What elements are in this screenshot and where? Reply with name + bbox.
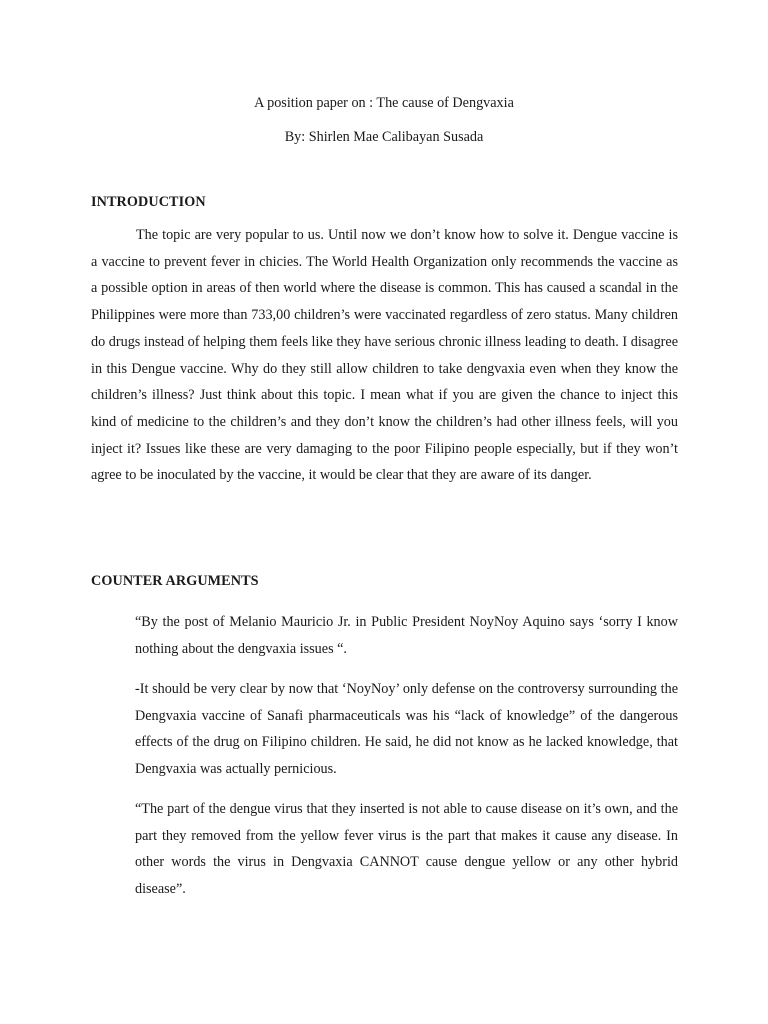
counter-argument-paragraph: “The part of the dengue virus that they inserted is not able to cause disease on it’s own, and the part they removed from the yellow fever virus is the part that makes it cause any disease. In other words the virus in Dengvaxia CANNOT cause dengue yellow or any other hybrid disease”. [135, 801, 678, 898]
counter-argument-paragraph: “By the post of Melanio Mauricio Jr. in Public President NoyNoy Aquino says ‘sorry I know nothing about the dengvaxia issues “. [135, 614, 678, 657]
counter-argument-paragraph: -It should be very clear by now that ‘NoyNoy’ only defense on the controversy surrounding the Dengvaxia vaccine of Sanafi pharmaceuticals was his “lack of knowledge” of the dangerous effects of the drug on Filipino children. He said, he did not know as he lacked knowledge, that Dengvaxia was actually pernicious. [135, 681, 678, 778]
document-author: By: Shirlen Mae Calibayan Susada [284, 129, 484, 145]
introduction-heading: INTRODUCTION [91, 194, 206, 210]
introduction-paragraph: The topic are very popular to us. Until now we don’t know how to solve it. Dengue vaccine is a vaccine to prevent fever in chicies. The World Health Organization only recommends the vaccine as a possible option in areas of then world where the disease is common. This has caused a scandal in the Philippines were more than 733,00 children’s were vaccinated regardless of zero status. Many children do drugs instead of helping them feels like they have serious chronic illness leading to death. I disagree in this Dengue vaccine. Why do they still allow children to take dengvaxia even when they know the children’s illness? Just think about this topic. I mean what if you are given the chance to inject this kind of medicine to the children’s and they don’t know the children’s had other illness feels, will you inject it? Issues like these are very damaging to the poor Filipino people especially, but if they won’t agree to be inoculated by the vaccine, it would be clear that they are aware of its danger. [91, 227, 678, 484]
document-title: A position paper on : The cause of Dengvaxia [254, 95, 514, 111]
counter-arguments-heading: COUNTER ARGUMENTS [91, 573, 259, 589]
